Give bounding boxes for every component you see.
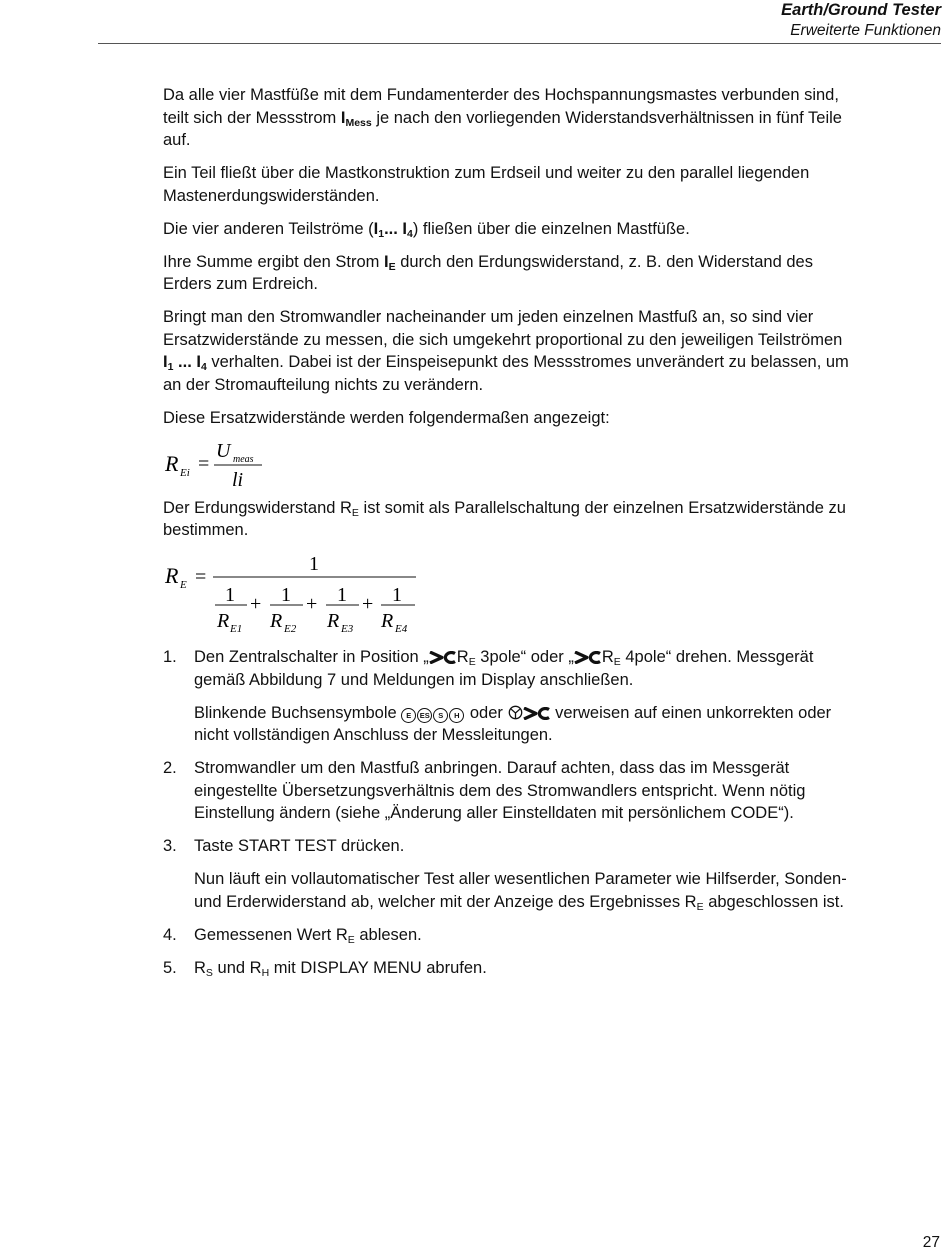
page-body [163,84,853,990]
paragraph-6: Diese Ersatzwiderstände werden folgendermaßen angezeigt: [163,408,610,427]
svg-text:li: li [232,468,244,491]
current-clamp-icon [523,707,551,720]
formula-ei [163,440,293,492]
svg-text:1: 1 [392,584,402,606]
svg-text:=: = [195,566,207,588]
svg-text:Ei: Ei [180,466,190,479]
paragraph-5: Bringt man den Stromwandler nacheinander um jeden einzelnen Mastfuß an, so sind vier Ersatzwiderstände zu messen, die sich umgekehrt proportional zu den jeweiligen Teilströmen $I_1$ ... $I_4$ verhalten. Dabei ist der Einspeisepunkt des Messstromes unverändert zu belassen, um an der Stromaufteilung nichts zu verändern. [163,308,849,394]
svg-text:meas: meas [233,453,254,465]
svg-text:+: + [306,593,318,615]
transformer-fault-icon [508,705,523,720]
svg-text:+: + [362,593,374,615]
formula-re [163,552,433,638]
svg-text:1: 1 [225,584,235,606]
current-clamp-icon [429,651,457,664]
socket-s-icon: S [433,708,448,723]
list-item: 4. Gemessenen Wert $R_E$ ablesen. [163,925,422,946]
steps-list [163,646,853,979]
header-subtitle: Erweiterte Funktionen [790,22,941,39]
svg-text:+: + [250,593,262,615]
header-rule [98,43,941,44]
list-item: 1. Den Zentralschalter in Position „ $R_E$ 3pole“ oder „ $R_E$ 4pole“ drehen. Messgerät gemäß Abbildung 7 und Meldungen im Display anschließen. Blinkende Buchsensymbole E ES S H oder verweisen auf einen unkorrekten oder nicht vollständigen Anschluss der Messleitungen. [163,648,832,744]
svg-text:E: E [180,579,187,591]
page-number: 27 [922,1234,940,1251]
paragraph-3: Die vier anderen Teilströme ($I_1$... $I_4$) fließen über die einzelnen Mastfüße. [163,219,690,240]
paragraph-7: Der Erdungswiderstand $R_E$ ist somit als Parallelschaltung der einzelnen Ersatzwiderstände zu bestimmen. [163,498,846,539]
svg-text:1: 1 [281,584,291,606]
svg-text:U: U [216,439,231,462]
svg-text:R: R [327,610,340,632]
svg-text:E1: E1 [230,623,243,635]
svg-text:R: R [165,563,179,588]
svg-text:R: R [217,610,230,632]
svg-text:E4: E4 [395,623,408,635]
svg-text:R: R [270,610,283,632]
socket-h-icon: H [449,708,464,723]
svg-text:R: R [165,450,179,476]
svg-text:=: = [198,452,210,475]
svg-text:R: R [381,610,394,632]
header-title: Earth/Ground Tester [781,1,941,19]
svg-text:E2: E2 [284,623,297,635]
list-item: 3. Taste START TEST drücken. Nun läuft ein vollautomatischer Test aller wesentlichen Parameter wie Hilfserder, Sonden- und Erderwiderstand ab, welcher mit der Anzeige des Ergebnisses $R_E$ abgeschlossen ist. [163,837,847,913]
svg-text:1: 1 [337,584,347,606]
paragraph-4: Ihre Summe ergibt den Strom $I_E$ durch den Erdungswiderstand, z. B. den Widerstand des Erders zum Erdreich. [163,252,813,293]
socket-e-icon: E [401,708,416,723]
list-item: 5. $R_S$ und $R_H$ mit DISPLAY MENU abrufen. [163,958,487,979]
svg-text:1: 1 [309,553,319,575]
svg-text:E3: E3 [341,623,354,635]
paragraph-1: Da alle vier Mastfüße mit dem Fundamenterder des Hochspannungsmastes verbunden sind, teilt sich der Messstrom $I_{Mess}$ je nach den vorliegenden Widerstandsverhältnissen in fünf Teile auf. [163,86,842,149]
paragraph-2: Ein Teil fließt über die Mastkonstruktion zum Erdseil und weiter zu den parallel liegenden Mastenerdungswiderständen. [163,164,810,205]
current-clamp-icon [574,651,602,664]
socket-es-icon: ES [417,708,432,723]
list-item: 2. Stromwandler um den Mastfuß anbringen. Darauf achten, dass das im Messgerät eingestellte Übersetzungsverhältnis dem des Stromwandlers entspricht. Wenn nötig Einstellung ändern (siehe „Änderung aller Einstelldaten mit persönlichem CODE“). [163,759,806,822]
